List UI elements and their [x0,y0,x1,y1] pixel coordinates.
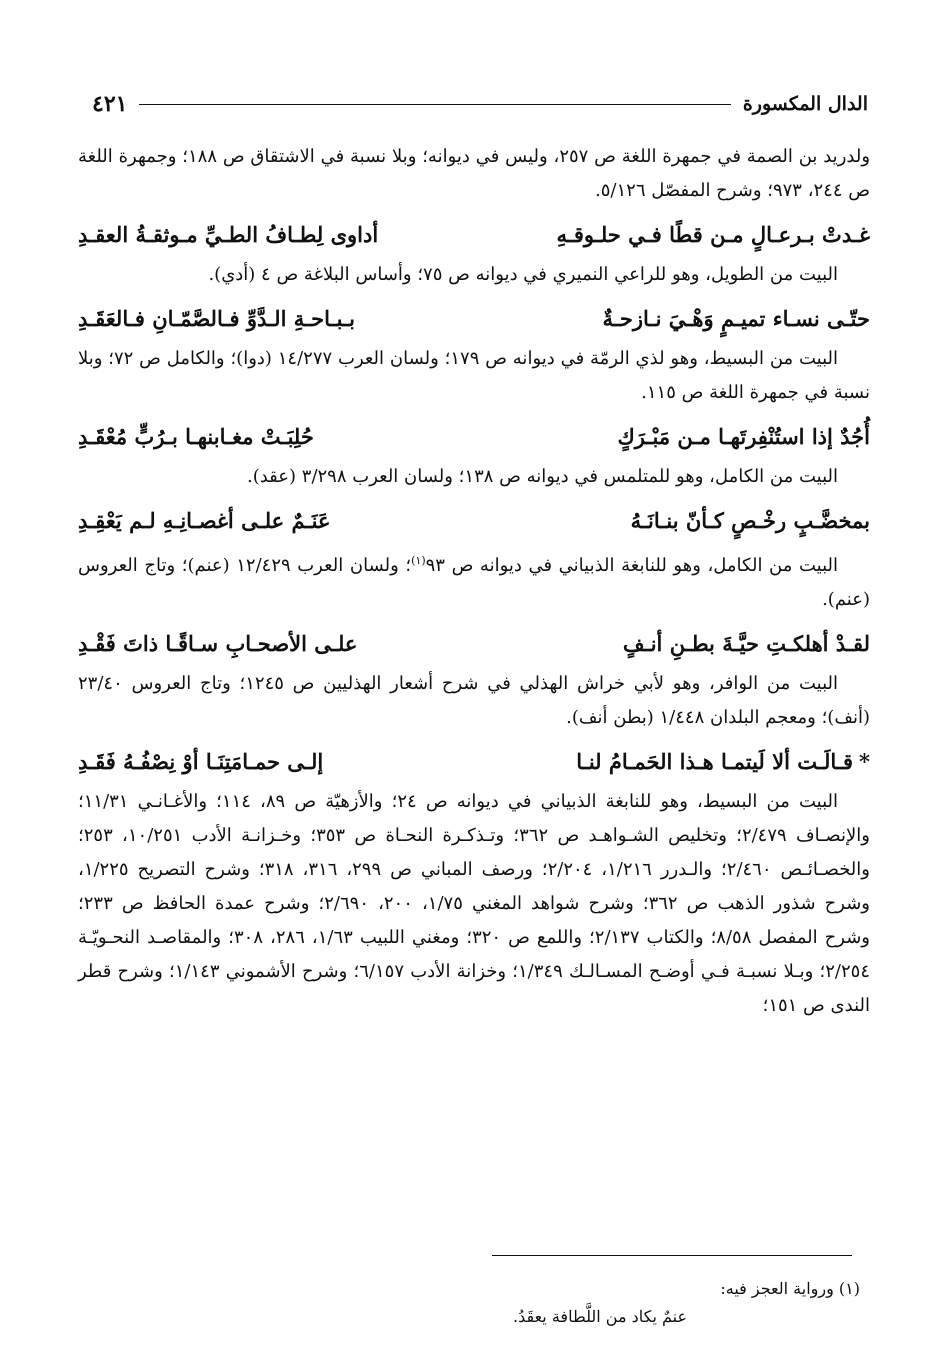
verse-first-hemistich: لقـدْ أهلكـتِ حيَّـةَ بطـنِ أنـفٍ [622,631,870,656]
verse-line [78,302,870,336]
footnote-label: (١) ورواية العجز فيه: [720,1279,860,1298]
verse-first-hemistich: حتّـى نسـاء تميـمٍ وَهْـيَ نـازحـةٌ [602,306,870,331]
verse-second-hemistich: بـبـاحـةِ الـدَّوِّ فـالصَّمّـانِ فـالعَقَـدِ [78,306,355,331]
verse-first-hemistich: بمخضَّـبٍ رخْـصٍ كـأنّ بنـانَـهُ [630,508,870,533]
header-rule [139,104,730,105]
footnote [300,1275,860,1331]
verse-line [78,420,870,454]
page-number: ٤٢١ [92,91,128,117]
verse-second-hemistich: علـى الأصحـابِ سـاقًـا ذاتَ فَقْـدِ [78,631,358,656]
verse-second-hemistich: عَنَـمٌ علـى أغصـانِـهِ لـم يَعْقِـدِ [78,508,331,533]
verse-second-hemistich: أداوى لِطـافُ الطـيِّ مـوثقـةُ العقـدِ [78,222,379,247]
verse-line [78,745,870,779]
verse-attribution: البيت من الكامل، وهو للمتلمس في ديوانه ص ١٣٨؛ ولسان العرب ٣/٢٩٨ (عقد). [246,466,838,487]
verse-line [78,218,870,252]
attribution-text: البيت من الكامل، وهو للنابغة الذبياني في ديوانه ص ٩٣ [425,555,839,576]
attribution-text: ؛ ولسان العرب ١٢/٤٢٩ (عنم)؛ وتاج العروس (عنم). [78,555,870,610]
verse-attribution [78,544,870,617]
verse-attribution: البيت من البسيط، وهو لذي الرمّة في ديوانه ص ١٧٩؛ ولسان العرب ١٤/٢٧٧ (دوا)؛ والكامل ص ٧٢؛ وبلا نسبة في جمهرة اللغة ص ١١٥. [78,348,870,403]
verse-line [78,504,870,538]
footnote-marker[interactable]: (١) [411,554,426,567]
intro-paragraph: ولدريد بن الصمة في جمهرة اللغة ص ٢٥٧، وليس في ديوانه؛ وبلا نسبة في الاشتقاق ص ١٨٨؛ وجمهرة اللغة ص ٢٤٤، ٩٧٣؛ وشرح المفصّل ٥/١٢٦. [78,146,871,201]
running-header [92,86,868,122]
page-body [78,140,870,1023]
verse-second-hemistich: إلـى حمـامَتِنَـا أوْ نِصْفُـهُ فَقَـدِ [78,749,324,774]
verse-attribution: البيت من البسيط، وهو للنابغة الذبياني في ديوانه ص ٢٤؛ والأزهيّة ص ٨٩، ١١٤؛ والأغـانـي ١١/٣١؛ والإنصـاف ٢/٤٧٩؛ وتخليص الشـواهـد ص ٣٦٢؛ وتـذكـرة النحـاة ص ٣٥٣؛ وخـزانـة الأدب ١٠/٢٥١، ٢٥٣؛ والخصـائـص ٢/٤٦٠؛ والـدرر ١/٢١٦، ٢/٢٠٤؛ ورصف المباني ص ٢٩٩، ٣١٦، ٣١٨؛ وشرح التصريح ١/٢٢٥، وشرح شذور الذهب ص ٣٦٢؛ وشرح شواهد المغني ١/٧٥، ٢٠٠، ٢/٦٩٠؛ وشرح عمدة الحافظ ص ٢٣٣؛ وشرح المفصل ٨/٥٨؛ والكتاب ٢/١٣٧؛ واللمع ص ٣٢٠؛ ومغني اللبيب ١/٦٣، ٢٨٦، ٣٠٨؛ والمقاصـد النحـويّـة ٢/٢٥٤؛ وبـلا نسبـة فـي أوضـح المسـالـك ١/٣٤٩؛ وخزانة الأدب ٦/١٥٧؛ وشرح الأشموني ١/١٤٣؛ وشرح قطر الندى ص ١٥١؛ [78,791,871,1016]
chapter-title: الدال المكسورة [742,93,868,115]
verse-first-hemistich: أُجُدٌ إذا استُنْفِرتَهـا مـن مَبْـرَكٍ [617,424,870,449]
verse-first-hemistich [576,745,870,779]
star-marker: * [859,749,870,774]
footnote-rule [492,1255,852,1256]
verse-line [78,627,870,661]
verse-attribution: البيت من الطويل، وهو للراعي النميري في ديوانه ص ٧٥؛ وأساس البلاغة ص ٤ (أدي). [208,264,838,285]
hemistich-text: قـالَـت ألا لَيتمـا هـذا الحَمـامُ لنـا [576,749,854,774]
verse-attribution: البيت من الوافر، وهو لأبي خراش الهذلي في شرح أشعار الهذليين ص ١٢٤٥؛ وتاج العروس ٢٣/٤٠ (أنف)؛ ومعجم البلدان ١/٤٤٨ (بطن أنف). [78,673,870,728]
verse-second-hemistich: حُلِبَـتْ مغـابنهـا بـرُبٍّ مُعْقَـدِ [78,424,314,449]
footnote-verse: عنمٌ يكاد من اللَّطافة يعقَدُ. [513,1307,687,1326]
verse-first-hemistich: غـدتْ بـرعـالٍ مـن قطًا فـي حلـوقـهِ [556,222,870,247]
